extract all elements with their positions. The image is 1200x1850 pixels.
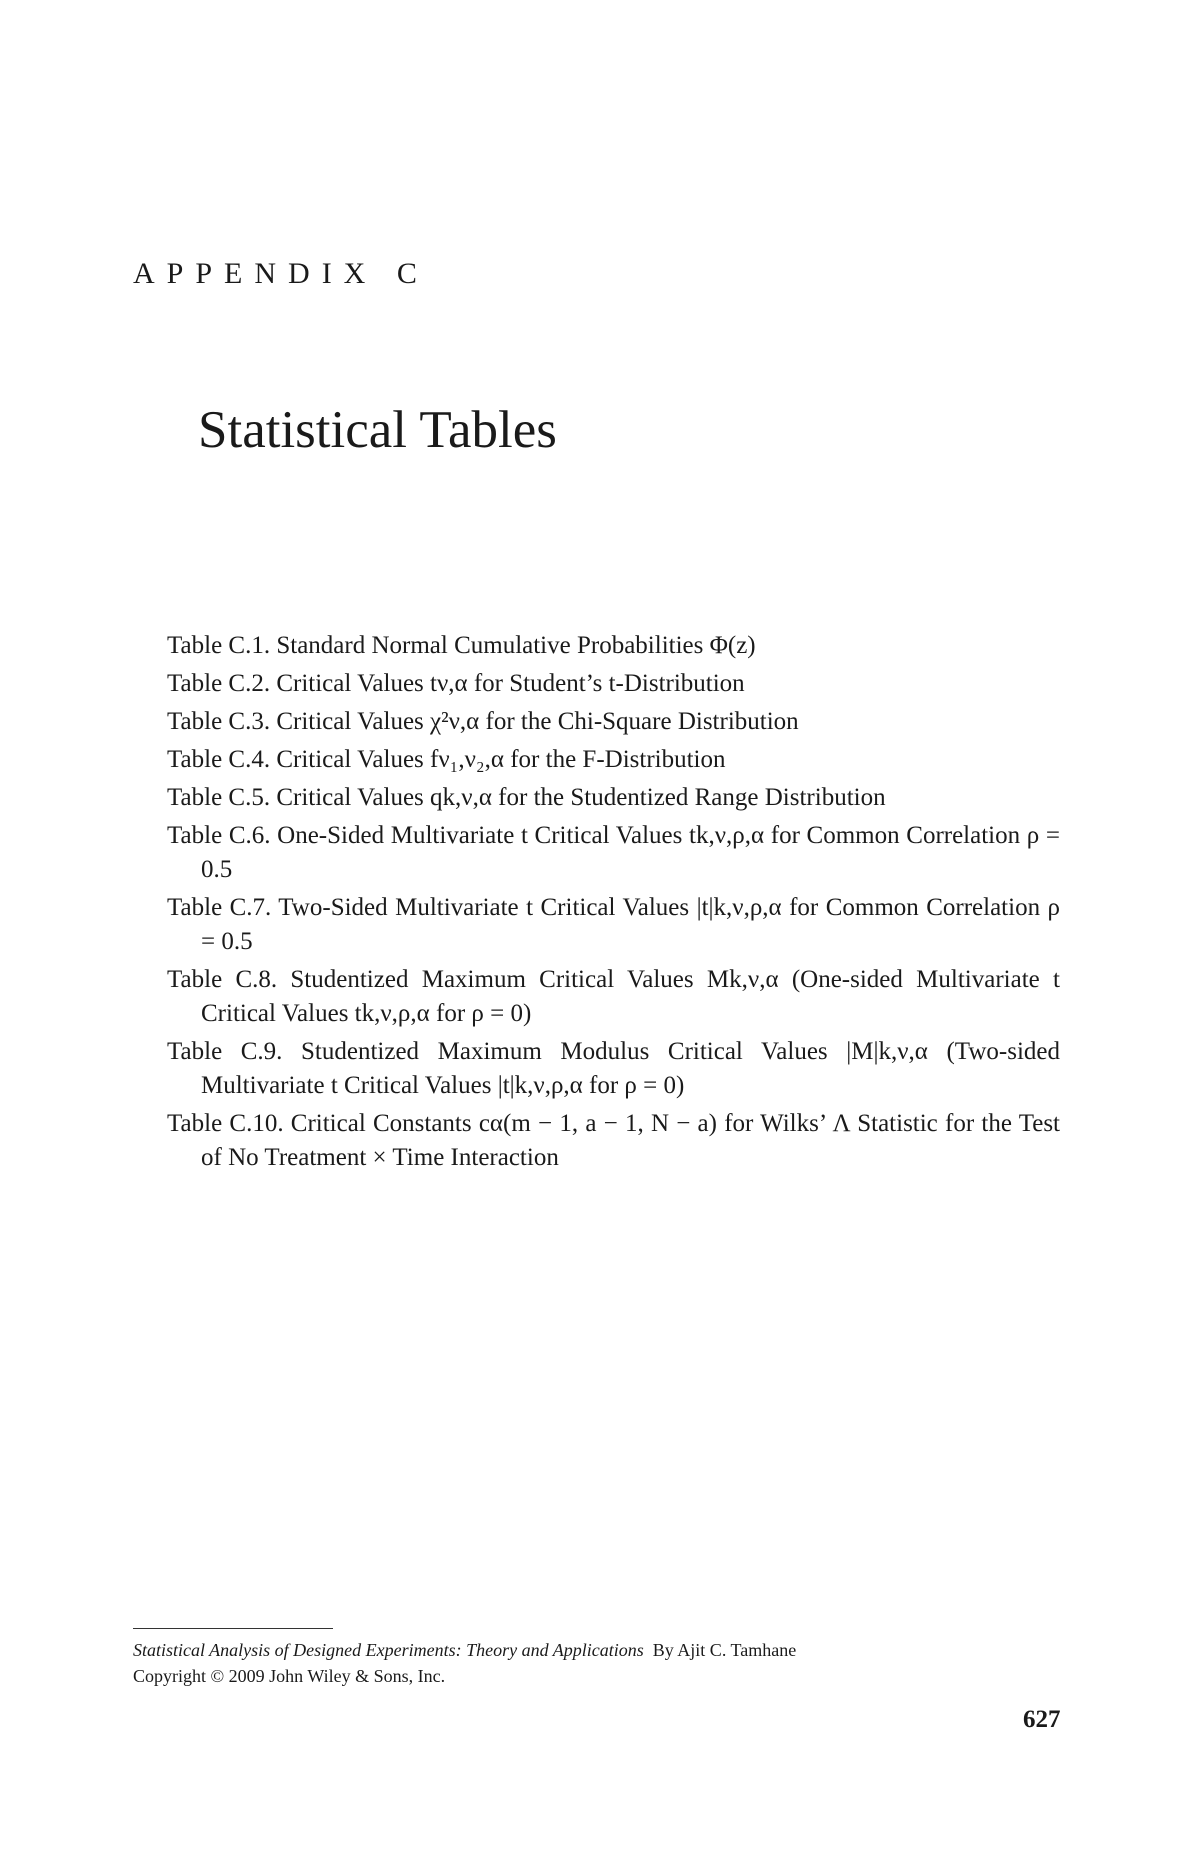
page-number: 627 <box>1023 1706 1061 1733</box>
footnote-citation-line <box>133 1637 796 1663</box>
book-title: Statistical Analysis of Designed Experiments: Theory and Applications <box>133 1640 644 1660</box>
footnote <box>133 1637 796 1689</box>
table-list-item: Table C.2. Critical Values tν,α for Student’s t-Distribution <box>167 670 745 697</box>
table-list <box>167 629 1060 1179</box>
table-list-item: Table C.9. Studentized Maximum Modulus Critical Values |M|k,ν,α (Two-sided Multivariate t Critical Values |t|k,ν,ρ,α for ρ = 0) <box>167 1038 1060 1099</box>
table-list-item: Table C.5. Critical Values qk,ν,α for the Studentized Range Distribution <box>167 784 886 811</box>
appendix-label: APPENDIX C <box>133 257 429 290</box>
table-list-item: Table C.1. Standard Normal Cumulative Probabilities Φ(z) <box>167 632 756 659</box>
book-author: By Ajit C. Tamhane <box>652 1640 797 1660</box>
table-list-item: Table C.3. Critical Values χ²ν,α for the Chi-Square Distribution <box>167 708 799 735</box>
table-list-item: Table C.7. Two-Sided Multivariate t Critical Values |t|k,ν,ρ,α for Common Correlation ρ = 0.5 <box>167 894 1060 955</box>
table-list-item: Table C.10. Critical Constants cα(m − 1, a − 1, N − a) for Wilks’ Λ Statistic for the Test of No Treatment × Time Interaction <box>167 1110 1060 1171</box>
table-list-item: Table C.4. Critical Values fν₁,ν₂,α for the F-Distribution <box>167 746 726 773</box>
table-list-item: Table C.6. One-Sided Multivariate t Critical Values tk,ν,ρ,α for Common Correlation ρ = 0.5 <box>167 822 1060 883</box>
table-list-item: Table C.8. Studentized Maximum Critical Values Mk,ν,α (One-sided Multivariate t Critical Values tk,ν,ρ,α for ρ = 0) <box>167 966 1060 1027</box>
chapter-title: Statistical Tables <box>198 401 557 459</box>
copyright-line: Copyright © 2009 John Wiley & Sons, Inc. <box>133 1666 446 1686</box>
footnote-divider <box>133 1628 333 1629</box>
